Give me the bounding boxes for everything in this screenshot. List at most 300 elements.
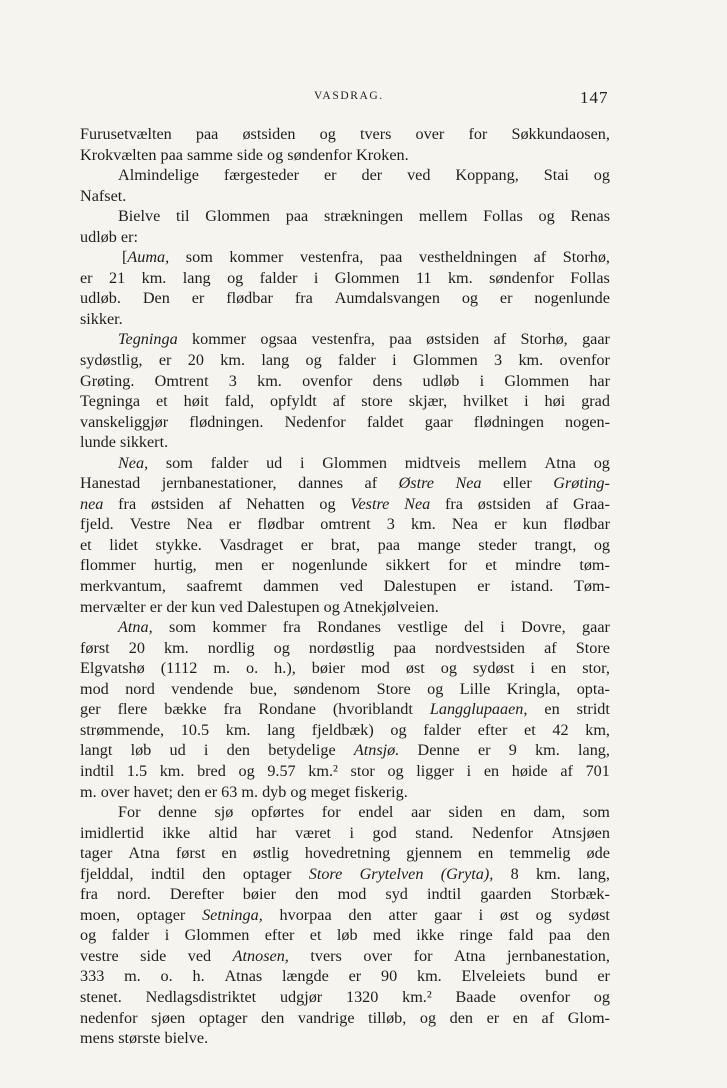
word: bue, [249, 679, 278, 698]
word: Glommen [334, 268, 400, 287]
word: af [533, 248, 547, 267]
word: km. [417, 967, 442, 986]
word: østsiden [242, 125, 296, 143]
word: er [300, 535, 314, 554]
word: vestlige [397, 618, 448, 637]
word: Setninga, [202, 905, 263, 924]
word: en [550, 659, 567, 678]
word: grad [581, 392, 610, 411]
word: fjeld. [80, 515, 114, 534]
text-line [80, 473, 610, 494]
word: er [261, 556, 274, 575]
word: stor [350, 761, 375, 780]
word: ved [407, 166, 431, 185]
word: aar [411, 803, 431, 822]
word: strækningen [323, 207, 404, 226]
word: Vestre [129, 515, 171, 534]
word: Tegninga [80, 392, 140, 411]
word: har [255, 823, 277, 842]
text-line [80, 823, 610, 844]
word: Grytelven [359, 864, 424, 883]
word: fald [508, 926, 534, 945]
word: Bielve [118, 207, 161, 226]
word: For [118, 803, 141, 822]
word: Nea [455, 474, 482, 493]
word: en [483, 761, 500, 780]
word: Vestre [350, 494, 390, 513]
word: den [586, 926, 610, 945]
word: er [228, 515, 242, 534]
text-line [80, 864, 610, 885]
word: sikkert [385, 556, 430, 575]
word: kommer [212, 618, 267, 637]
word: mange [417, 535, 461, 554]
text-line [80, 802, 610, 823]
word: kommer [192, 330, 246, 349]
word: 3 [386, 515, 395, 534]
word: Hanestad [80, 474, 141, 493]
word: indtil [426, 885, 462, 904]
text-line [80, 843, 610, 864]
word: er [477, 741, 491, 760]
word: Atna [544, 453, 576, 472]
text-line [80, 206, 610, 227]
word: er [494, 515, 507, 534]
word: 11 [415, 268, 432, 287]
word: Søkkundaosen, [511, 125, 610, 143]
text-line [80, 288, 610, 309]
word: 3 [494, 351, 503, 370]
word: Dalestupen [383, 577, 457, 596]
text-line [80, 925, 610, 946]
word: et [80, 535, 92, 554]
word: 333 [80, 967, 105, 986]
word: km.² [308, 761, 338, 780]
word: 20 [187, 351, 204, 370]
word: paa [377, 535, 401, 554]
text-line: mervælter er der kun ved Dalestupen og Atnekjølveien. [80, 597, 439, 616]
word: hovedretning [304, 844, 391, 863]
word: paa [195, 125, 219, 143]
word: sjøen [151, 1008, 186, 1027]
word: Omtrent [154, 371, 209, 390]
word: mellem [478, 453, 527, 472]
word: 8 [510, 864, 519, 883]
word: km. [220, 351, 245, 370]
word: paa [548, 926, 572, 945]
word: lang [261, 351, 290, 370]
word: sydøst [472, 659, 515, 678]
word: falder [338, 351, 376, 370]
word: og [319, 494, 336, 513]
word: strømmende, [80, 720, 165, 739]
word: falder [111, 926, 150, 945]
word: mod [80, 679, 109, 698]
word: flødbar [563, 515, 610, 534]
word: jernbanestation, [507, 946, 610, 965]
text-line [80, 905, 610, 926]
word: fra [118, 494, 137, 513]
word: km. [141, 268, 167, 287]
word: 42 [552, 720, 569, 739]
word: østsiden [426, 330, 480, 349]
word: gjennem [406, 844, 463, 863]
word: Glommen [504, 371, 570, 390]
word: af [332, 392, 346, 411]
word: km. [163, 638, 189, 657]
word: gaar [424, 412, 453, 431]
word: er [477, 577, 490, 596]
text-line [80, 617, 610, 638]
word: Atna, [118, 618, 153, 637]
text-line [80, 371, 610, 392]
word: Glom- [567, 1008, 610, 1027]
word: nogenlunde [534, 289, 610, 308]
text-line: m. over havet; den er 63 m. dyb og meget fiskerig. [80, 782, 408, 801]
word: først [80, 638, 110, 657]
word: trangt, [534, 535, 577, 554]
word: flødningen. [189, 412, 264, 431]
word: stridt [576, 700, 610, 719]
word: atter [388, 905, 418, 924]
word: falder [423, 720, 462, 739]
word: som [185, 248, 213, 267]
word: høide [511, 761, 548, 780]
word: o. [246, 659, 259, 678]
text-line [80, 720, 610, 741]
word: eller [503, 474, 532, 493]
text-line: mens største bielve. [80, 1029, 209, 1048]
word: temmelig [509, 844, 571, 863]
word: paa [389, 330, 412, 349]
word: Den [142, 289, 170, 308]
word: i [466, 761, 472, 780]
word: Storhø, [562, 248, 610, 267]
word: Atnas [224, 967, 263, 986]
word: Dovre, [521, 618, 566, 637]
text-line [80, 268, 610, 289]
word: en [544, 700, 560, 719]
word: ogsaa [260, 330, 298, 349]
word: i [530, 659, 535, 678]
word: er [499, 289, 513, 308]
word: fra [445, 494, 463, 513]
word: af [560, 761, 573, 780]
word: vestenfra, [311, 330, 375, 349]
word: og [238, 761, 255, 780]
word: af [218, 494, 232, 513]
word: store [361, 392, 393, 411]
word: ger [80, 700, 101, 719]
word: Rondane [258, 700, 316, 719]
word: og [535, 905, 552, 924]
word: et [485, 556, 497, 575]
word: fra [294, 289, 313, 308]
word: lidet [109, 535, 138, 554]
word: dannes [298, 474, 344, 493]
word: denne [158, 803, 197, 822]
word: Glommen [412, 351, 478, 370]
word: i [313, 268, 319, 287]
word: søndenfor [489, 268, 554, 287]
word: ud [266, 453, 283, 472]
word: km. [159, 761, 185, 780]
word: Denne [417, 741, 460, 760]
word: Atna [454, 946, 486, 965]
word: løb [130, 741, 152, 760]
word: er [323, 166, 337, 185]
word: gaar [582, 330, 610, 349]
word: h. [192, 967, 205, 986]
word: mod [337, 885, 367, 904]
word: den [202, 864, 226, 883]
word: øst [405, 659, 425, 678]
word: udløb [422, 371, 460, 390]
word: som [165, 453, 193, 472]
word: opfyldt [269, 392, 317, 411]
word: udgjør [279, 987, 323, 1006]
word: kun [522, 515, 548, 534]
word: 90 [381, 967, 398, 986]
word: 1320 [345, 987, 379, 1006]
word: over [363, 946, 393, 965]
word: og [593, 166, 610, 185]
text-line [80, 329, 610, 350]
word: lang [267, 720, 296, 739]
word: brat, [330, 535, 361, 554]
word: vandrige [297, 1008, 355, 1027]
word: gaarden [480, 885, 532, 904]
word: faldet [366, 412, 404, 431]
word: Nedenfor [284, 412, 346, 431]
word: som [582, 803, 610, 822]
word: efter [264, 926, 295, 945]
word: med [372, 926, 401, 945]
text-line [80, 699, 610, 720]
word: o. [160, 967, 173, 986]
word: Glommen [205, 207, 271, 226]
word: en [512, 1008, 528, 1027]
word: vestheldningen [418, 248, 517, 267]
word: [Auma, [122, 248, 170, 267]
word: (Gryta), [440, 864, 494, 883]
word: hvorpaa [279, 905, 332, 924]
word: indtil [80, 761, 115, 780]
word: af [493, 330, 507, 349]
word: paa [393, 638, 417, 657]
text-line [80, 658, 610, 679]
text-line [80, 165, 610, 186]
word: flødbar [257, 515, 305, 534]
word: falder [210, 453, 249, 472]
word: Glommen [184, 926, 250, 945]
word: paa [379, 248, 403, 267]
word: flødbar [226, 289, 273, 308]
word: lang, [577, 864, 610, 883]
word: ovenfor [559, 351, 610, 370]
word: Follas [483, 207, 523, 226]
word: i [524, 392, 529, 411]
word: km.² [402, 987, 432, 1006]
word: Elveleiets [461, 967, 526, 986]
word: fra [80, 885, 98, 904]
word: udløb. [80, 289, 121, 308]
word: nordlig [207, 638, 255, 657]
word: paa [285, 207, 309, 226]
text-line [80, 247, 610, 268]
word: bund [545, 967, 578, 986]
text-line [80, 124, 610, 145]
word: fjeldbæk) [311, 720, 374, 739]
word: færgesteder [223, 166, 300, 185]
word: fjelddal, [80, 864, 134, 883]
word: af [364, 474, 378, 493]
word: km. [535, 864, 561, 883]
word: den [295, 885, 319, 904]
word: Aumdalsvangen [334, 289, 440, 308]
word: stykke. [155, 535, 202, 554]
word: flødningen [473, 412, 544, 431]
word: vestenfra, [299, 248, 364, 267]
word: og [593, 987, 610, 1006]
word: Nedenfor [471, 823, 534, 842]
word: Derefter [169, 885, 224, 904]
text-line: lunde sikkert. [80, 433, 169, 452]
word: betydelige [268, 741, 336, 760]
word: km. [518, 351, 544, 370]
word: i [392, 351, 397, 370]
word: altid [208, 823, 238, 842]
word: bred [197, 761, 226, 780]
word: østsiden [477, 494, 531, 513]
running-head [0, 88, 727, 108]
word: et [155, 392, 168, 411]
word: som [169, 618, 197, 637]
body-text [80, 124, 610, 1049]
word: Stai [543, 166, 569, 185]
word: optager [242, 864, 292, 883]
word: Koppang, [455, 166, 519, 185]
text-line [80, 740, 610, 761]
word: skjær, [408, 392, 448, 411]
word: er [348, 967, 362, 986]
word: Storhø, [520, 330, 568, 349]
word: er [486, 1008, 500, 1027]
word: for [448, 556, 467, 575]
word: løb [336, 926, 358, 945]
word: Storbæk- [550, 885, 610, 904]
word: Østre [398, 474, 434, 493]
word: fald, [224, 392, 254, 411]
word: længde [282, 967, 329, 986]
word: og [427, 679, 444, 698]
word: Graa- [573, 494, 610, 513]
word: den [449, 1008, 473, 1027]
word: og [387, 761, 404, 780]
word: saafremt [186, 577, 243, 596]
word: Renas [570, 207, 610, 226]
word: siden [448, 803, 483, 822]
word: falder [259, 268, 298, 287]
word: nordvestsiden [435, 638, 526, 657]
word: fra [282, 618, 301, 637]
word: nogenlunde [291, 556, 368, 575]
word: den [260, 1008, 285, 1027]
word: indtil [150, 864, 185, 883]
word: i [349, 823, 354, 842]
word: Atnosen, [232, 946, 289, 965]
word: og [80, 926, 97, 945]
word: flommer [80, 556, 136, 575]
text-line [80, 391, 610, 412]
word: gaar [434, 905, 462, 924]
word: m. [124, 967, 141, 986]
word: Atnsjø. [353, 741, 400, 760]
word: Tøm- [574, 577, 610, 596]
word: ovenfor [519, 987, 571, 1006]
word: øde [586, 844, 610, 863]
word: bøier [311, 659, 346, 678]
word: ikke [416, 926, 445, 945]
word: en [221, 844, 237, 863]
text-line [80, 350, 610, 371]
word: bøier [242, 885, 277, 904]
word: midtveis [404, 453, 461, 472]
word: steder [478, 535, 517, 554]
word: tilløb, [368, 1008, 407, 1027]
word: over [415, 125, 445, 143]
word: den [348, 905, 372, 924]
word: i [478, 905, 484, 924]
word: god [372, 823, 397, 842]
word: 1.5 [126, 761, 148, 780]
word: i [164, 926, 170, 945]
word: tøm- [579, 556, 610, 575]
word: optager [136, 905, 186, 924]
word: for [413, 946, 433, 965]
word: km. [535, 741, 560, 760]
word: Nedlagsdistriktet [145, 987, 257, 1006]
word: til [176, 207, 190, 226]
word: Nea [404, 494, 431, 513]
word: søndenom [293, 679, 361, 698]
word: 21 [109, 268, 126, 287]
word: hurtig, [154, 556, 197, 575]
text-line: Nafset. [80, 186, 127, 205]
word: er [191, 289, 205, 308]
word: mindre [515, 556, 562, 575]
word: km. [225, 720, 251, 739]
word: Kringla, [506, 679, 561, 698]
page-number: 147 [580, 88, 609, 107]
word: Store [308, 864, 343, 883]
word: og [227, 268, 244, 287]
word: km, [585, 720, 610, 739]
word: opførtes [251, 803, 305, 822]
word: moen, [80, 905, 121, 924]
word: har [589, 371, 610, 390]
word: stand. [415, 823, 454, 842]
word: syd [385, 885, 408, 904]
word: og [273, 638, 290, 657]
word: istand. [510, 577, 554, 596]
word: nordøstlig [308, 638, 375, 657]
text-line [80, 494, 610, 515]
word: af [544, 638, 557, 657]
word: østlig [252, 844, 289, 863]
word: 10.5 [180, 720, 210, 739]
word: del [464, 618, 484, 637]
